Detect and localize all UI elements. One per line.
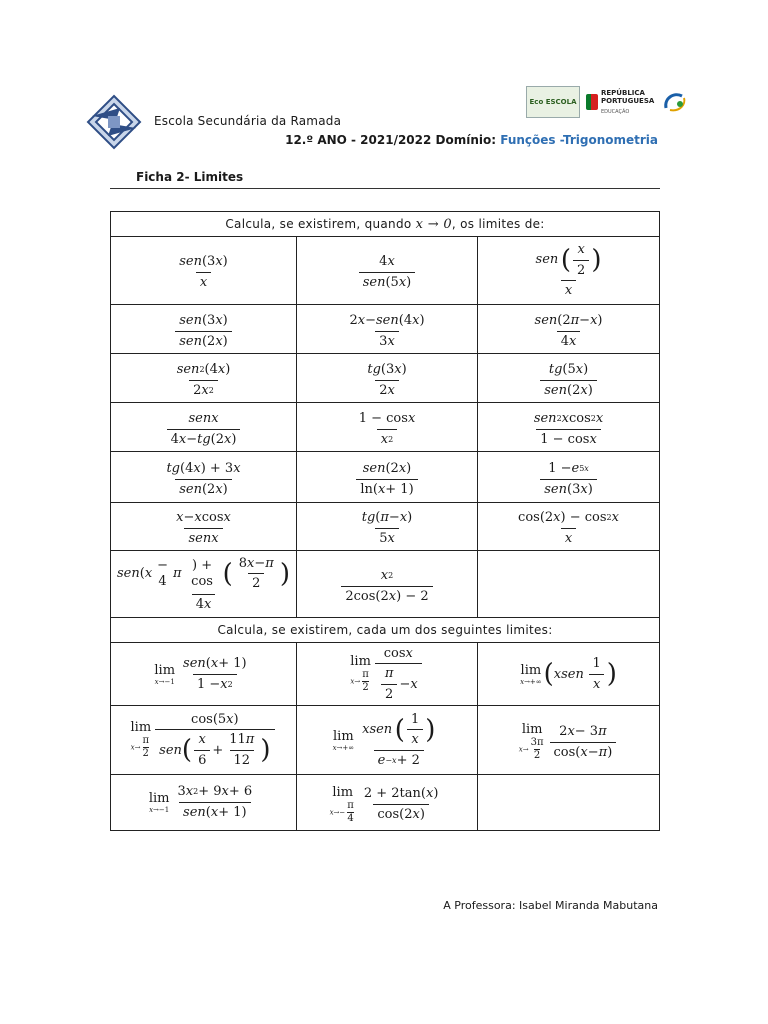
limit-cell: lim x→−1 sen ( x + 1) 1 − x 2 (111, 643, 297, 706)
portugal-flag-icon (586, 94, 598, 110)
expression-cell: tg (3 x ) 2 x (297, 354, 478, 403)
expression-cell: 2 x − sen (4 x ) 3 x (297, 305, 478, 354)
expression-cell: sen ( $\frac{x}{2}$ ) x (478, 237, 660, 305)
limit-cell: lim x→+∞ ( xsen $\frac{1}{x}$ ) (478, 643, 660, 706)
header-divider (110, 188, 660, 189)
limit-cell: lim x→+∞ xsen ( $\frac{1}{x}$ ) e −x + 2 (297, 706, 478, 775)
expression-cell: tg (5 x ) sen (2 x ) (478, 354, 660, 403)
empty-cell (478, 775, 660, 831)
limit-cell: lim x→− $\frac{\pi}{4}$ 2 + 2tan( x ) cos(2 x ) (297, 775, 478, 831)
teacher-signature: A Professora: Isabel Miranda Mabutana (443, 899, 658, 912)
domain-value: Funções -Trigonometria (500, 133, 658, 147)
limit-cell: lim x→ $\frac{\pi}{2}$ cos(5 x ) sen ( $\frac{x}{6}$ + 11 π 12 ) (111, 706, 297, 775)
school-name: Escola Secundária da Ramada (154, 114, 342, 128)
expression-cell: sen 2 x cos 2 x 1 − cos x (478, 403, 660, 452)
expression-cell: sen (2 x ) ln( x + 1) (297, 452, 478, 503)
school-logo-icon (86, 94, 142, 150)
expression-cell: x 2 2cos(2 x ) − 2 (297, 551, 478, 618)
expression-cell: 1 − e 5x sen (3 x ) (478, 452, 660, 503)
year-label: 12.º ANO - 2021/2022 Domínio: (285, 133, 497, 147)
expression-cell: 1 − cos x x 2 (297, 403, 478, 452)
expression-cell: tg (4 x ) + 3 x sen (2 x ) (111, 452, 297, 503)
expression-cell: sen 2 (4 x ) 2 x 2 (111, 354, 297, 403)
expression-cell: sen ( x − 4 π ) + cos ( 8 x − π 2 ) 4 x (111, 551, 297, 618)
expression-cell: sen (3 x ) x (111, 237, 297, 305)
partner-logos (526, 86, 690, 118)
limit-cell: lim x→ $\frac{3\pi}{2}$ 2 x − 3 π cos( x − π ) (478, 706, 660, 775)
republica-portuguesa-logo: REPÚBLICA PORTUGUESA EDUCAÇÃO (586, 89, 654, 116)
expression-cell: cos(2 x ) − cos 2 x x (478, 503, 660, 551)
empty-cell (478, 551, 660, 618)
section2-title: Calcula, se existirem, cada um dos seguintes limites: (111, 618, 660, 643)
limit-cell: lim x→−1 3 x 2 + 9 x + 6 sen ( x + 1) (111, 775, 297, 831)
expression-cell: x − x cos x senx (111, 503, 297, 551)
expression-cell: tg ( π − x ) 5 x (297, 503, 478, 551)
expression-cell: sen (3 x ) sen (2 x ) (111, 305, 297, 354)
worksheet-title: Ficha 2- Limites (136, 170, 244, 184)
expression-cell: senx 4 x − tg (2 x ) (111, 403, 297, 452)
year-domain-line (285, 133, 658, 147)
section1-title: Calcula, se existirem, quando x → 0, os limites de: (111, 212, 660, 237)
expression-cell: sen (2 π − x ) 4 x (478, 305, 660, 354)
expression-cell: 4 x sen (5 x ) (297, 237, 478, 305)
eco-escola-logo: Eco ESCOLA (526, 86, 580, 118)
limit-cell: lim x→ $\frac{\pi}{2}$ cos x $\frac{\pi}{2}$ − x (297, 643, 478, 706)
limits-table (110, 211, 660, 831)
education-emblem-icon (660, 88, 690, 116)
